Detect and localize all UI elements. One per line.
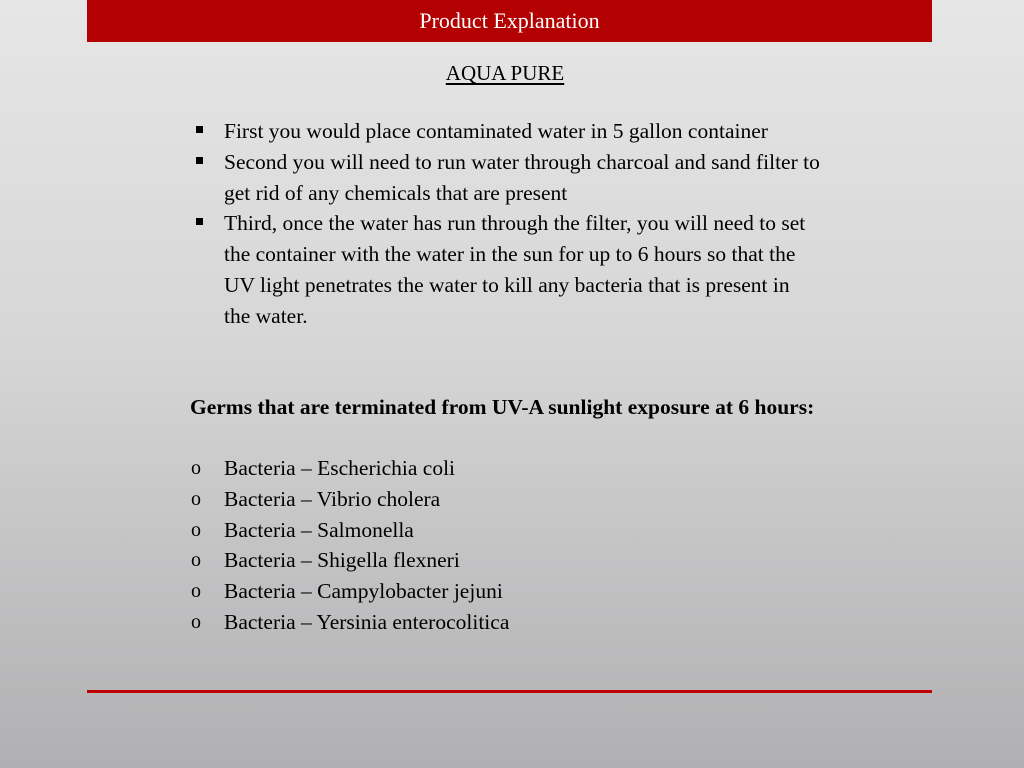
germ-text: Bacteria – Escherichia coli bbox=[224, 456, 456, 480]
circle-bullet-icon: o bbox=[191, 457, 201, 479]
germ-item bbox=[190, 515, 820, 546]
step-item bbox=[190, 208, 820, 331]
header-bar bbox=[87, 0, 932, 42]
square-bullet-icon bbox=[196, 126, 203, 133]
circle-bullet-icon: o bbox=[191, 580, 201, 603]
germ-text: Bacteria – Yersinia enterocolitica bbox=[224, 609, 510, 634]
square-bullet-icon bbox=[196, 218, 203, 225]
germ-text: Bacteria – Salmonella bbox=[224, 517, 414, 542]
germ-text: Bacteria – Shigella flexneri bbox=[224, 548, 460, 573]
germ-text: Bacteria – Campylobacter jejuni bbox=[224, 579, 503, 604]
footer-divider bbox=[87, 690, 932, 693]
germs-list bbox=[190, 453, 820, 638]
square-bullet-icon bbox=[196, 157, 203, 164]
step-text: Second you will need to run water through charcoal and sand filter to get rid of any chemicals that are present bbox=[224, 149, 820, 205]
germ-item bbox=[190, 576, 820, 607]
germ-item bbox=[190, 453, 820, 484]
germs-heading: Germs that are terminated from UV-A sunlight exposure at 6 hours: bbox=[190, 395, 815, 419]
slide-title: Product Explanation bbox=[419, 7, 600, 33]
step-text: Third, once the water has run through the filter, you will need to set the container with the water in the sun for up to 6 hours so that the UV light penetrates the water to kill any bacteria that is present in the water. bbox=[224, 211, 806, 328]
circle-bullet-icon: o bbox=[191, 549, 201, 572]
germ-item bbox=[190, 484, 820, 515]
step-text: First you would place contaminated water in 5 gallon container bbox=[224, 119, 768, 143]
product-name-heading: AQUA PURE bbox=[445, 61, 565, 85]
germ-item bbox=[190, 545, 820, 576]
circle-bullet-icon: o bbox=[191, 518, 201, 541]
step-item bbox=[190, 116, 820, 147]
germ-text: Bacteria – Vibrio cholera bbox=[224, 486, 441, 511]
circle-bullet-icon: o bbox=[191, 487, 201, 510]
germ-item bbox=[190, 607, 820, 638]
step-item bbox=[190, 147, 820, 209]
circle-bullet-icon: o bbox=[191, 610, 201, 633]
steps-list bbox=[190, 116, 820, 332]
